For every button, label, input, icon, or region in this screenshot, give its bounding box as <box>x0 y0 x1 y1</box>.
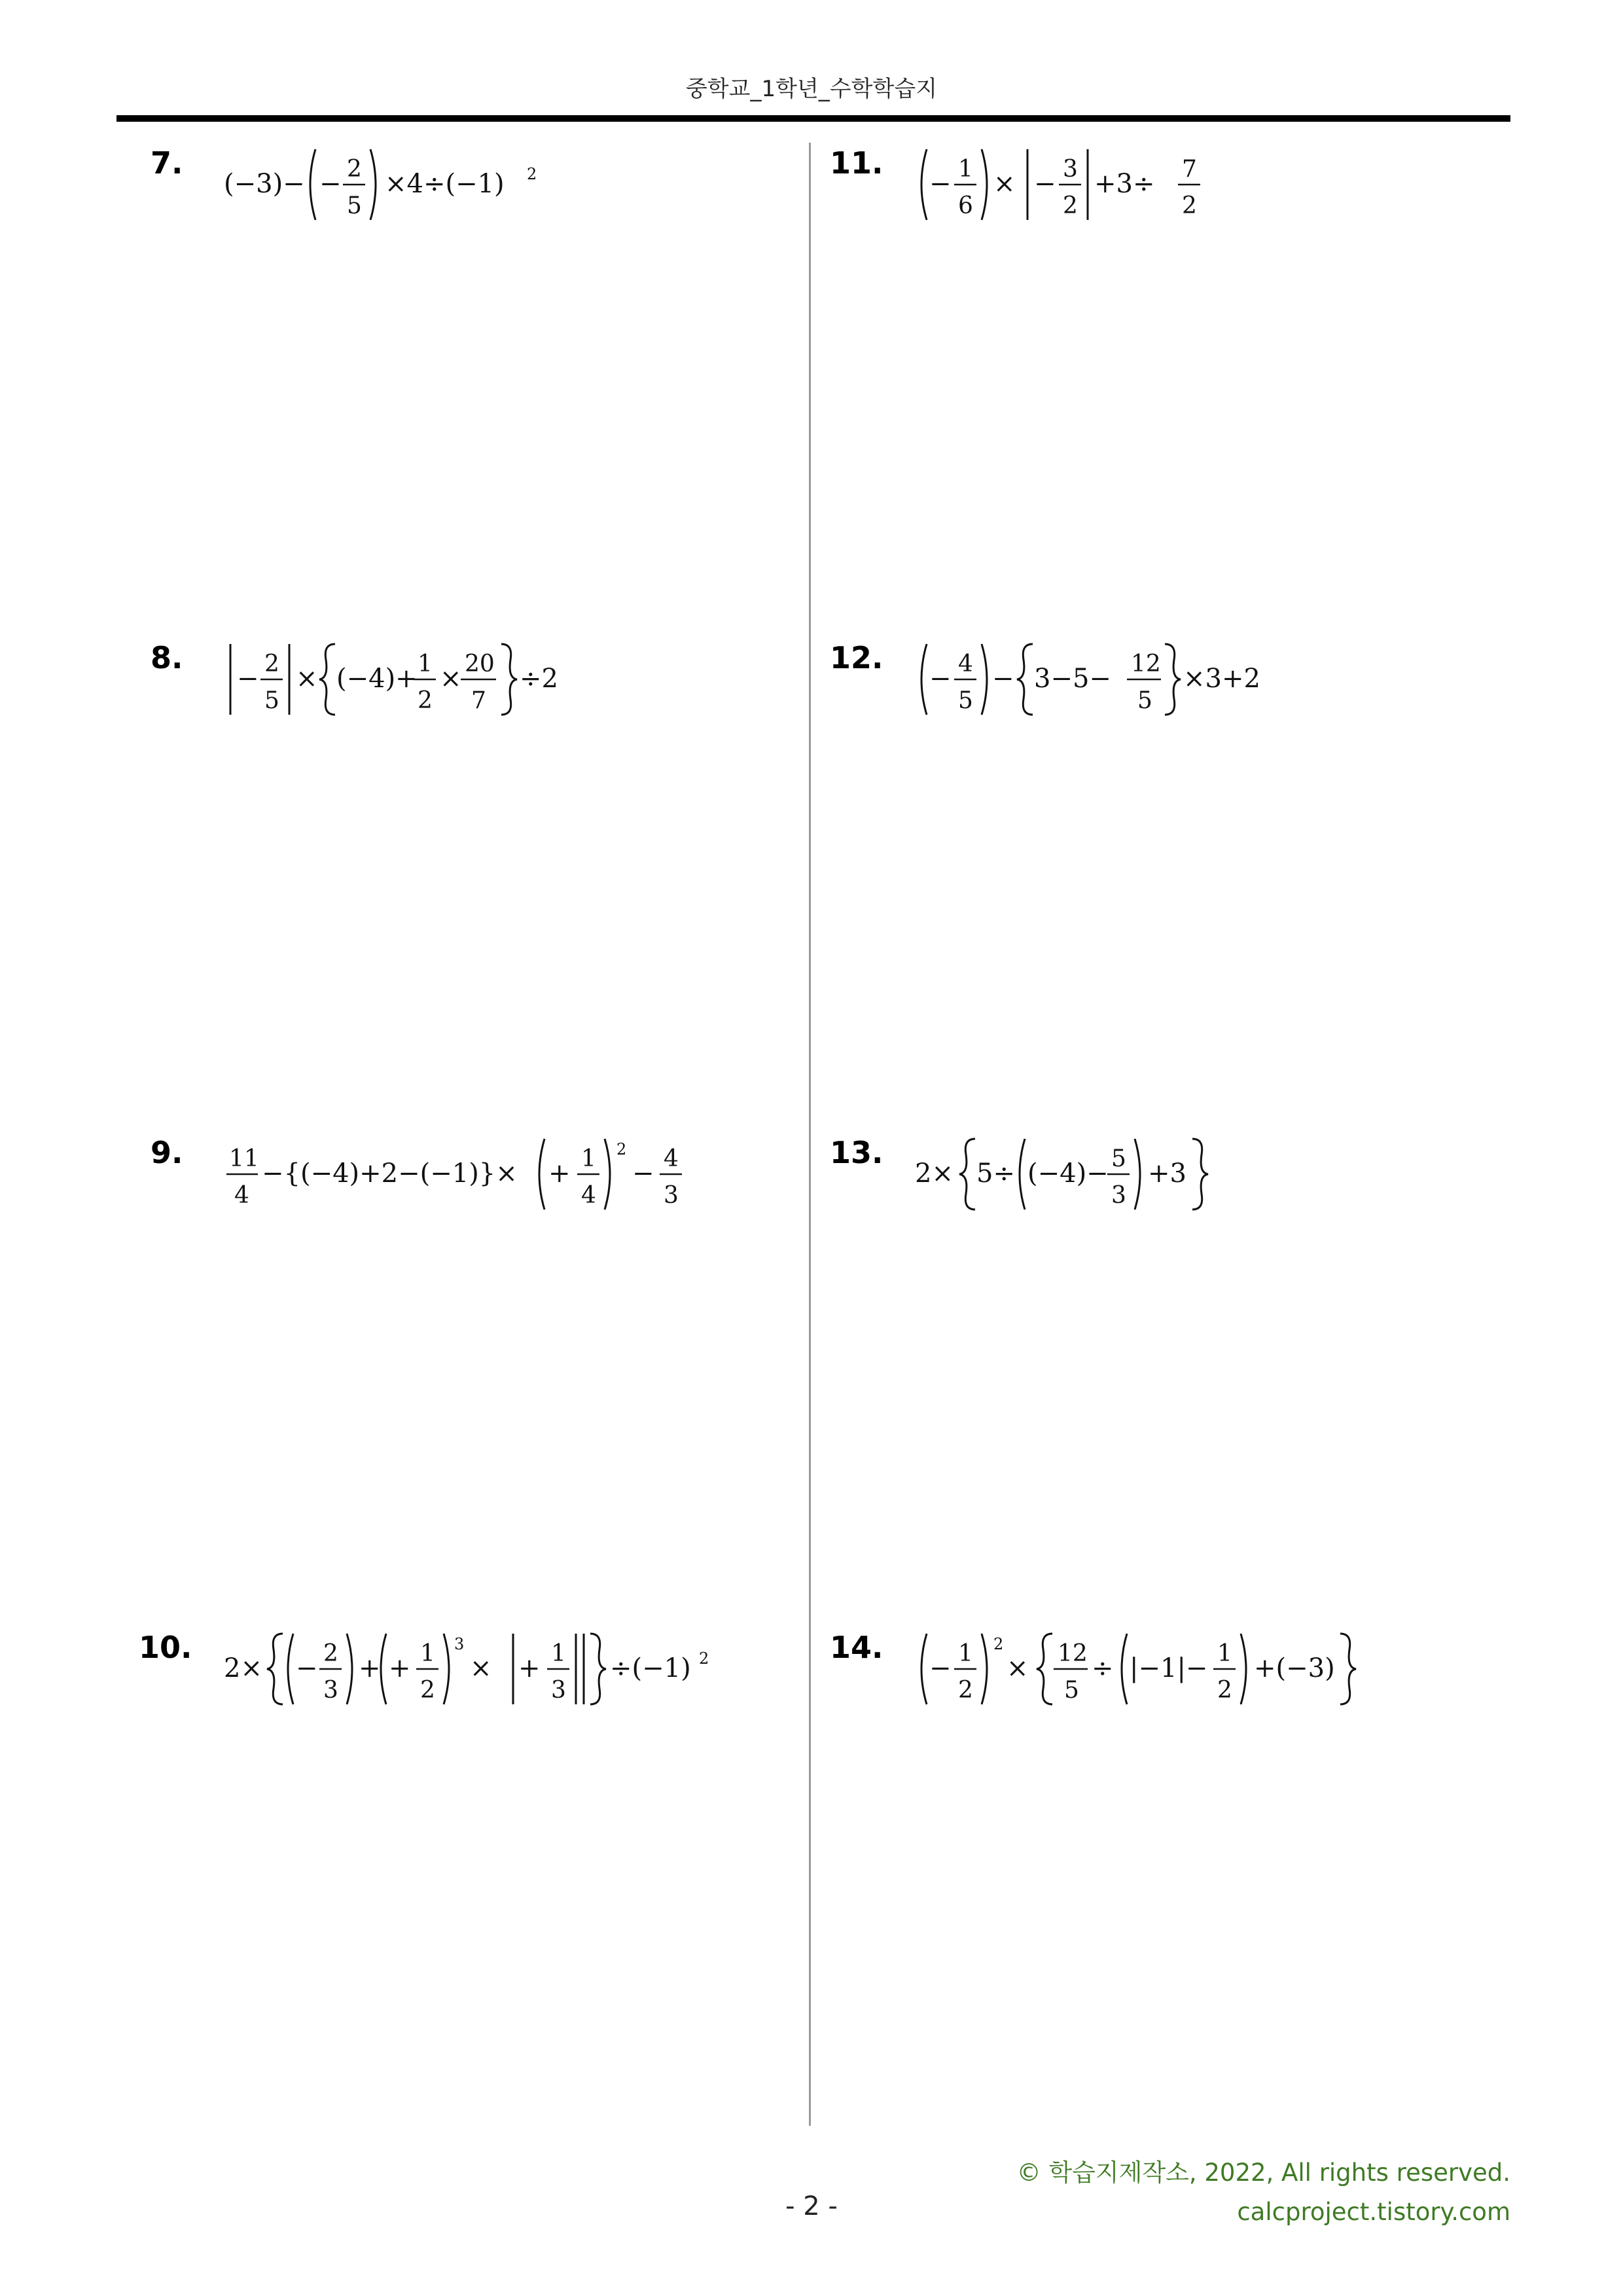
svg-text:12: 12 <box>1131 651 1161 677</box>
problem-number: 9. <box>151 1135 183 1170</box>
svg-text:+3÷: +3÷ <box>1094 169 1155 199</box>
svg-text:7: 7 <box>471 687 486 714</box>
svg-text:×: × <box>296 664 318 694</box>
svg-text:−: − <box>319 169 342 199</box>
svg-text:2: 2 <box>527 165 537 183</box>
svg-text:+: + <box>389 1653 411 1683</box>
problem-number: 14. <box>830 1630 883 1665</box>
math-expression <box>224 1630 721 1708</box>
svg-text:×4÷(−1): ×4÷(−1) <box>385 169 505 199</box>
svg-text:−: − <box>929 169 952 199</box>
svg-text:+: + <box>518 1653 541 1683</box>
svg-text:2: 2 <box>1217 1677 1232 1704</box>
svg-text:(−4)+: (−4)+ <box>336 664 418 694</box>
svg-text:(−3)−: (−3)− <box>224 169 305 199</box>
problem-number: 10. <box>139 1630 192 1665</box>
math-expression <box>224 1135 708 1213</box>
math-expression <box>915 1630 1412 1708</box>
svg-text:3: 3 <box>454 1635 465 1653</box>
svg-text:4: 4 <box>664 1145 679 1172</box>
svg-text:−: − <box>632 1158 654 1189</box>
svg-text:2: 2 <box>420 1677 435 1704</box>
svg-text:2: 2 <box>1182 192 1197 219</box>
svg-text:+(−3): +(−3) <box>1254 1653 1335 1683</box>
svg-text:3−5−: 3−5− <box>1034 664 1111 694</box>
copyright-text: © 학습지제작소, 2022, All rights reserved. <box>1016 2159 1510 2187</box>
svg-text:6: 6 <box>958 192 973 219</box>
svg-text:÷2: ÷2 <box>520 664 558 694</box>
svg-text:−: − <box>296 1653 318 1683</box>
svg-text:2×: 2× <box>224 1653 262 1683</box>
svg-text:−: − <box>929 1653 952 1683</box>
svg-text:(−4)−: (−4)− <box>1027 1158 1109 1189</box>
svg-text:1: 1 <box>958 156 973 183</box>
svg-text:2: 2 <box>1063 192 1078 219</box>
svg-text:−: − <box>929 664 952 694</box>
svg-text:5÷: 5÷ <box>976 1158 1015 1189</box>
svg-text:5: 5 <box>958 687 973 714</box>
svg-text:2: 2 <box>264 651 279 677</box>
math-expression <box>915 640 1308 719</box>
svg-text:5: 5 <box>347 192 362 219</box>
svg-text:11: 11 <box>229 1145 259 1172</box>
problem-number: 8. <box>151 640 183 675</box>
svg-text:4: 4 <box>958 651 973 677</box>
header-rule <box>116 115 1510 122</box>
svg-text:3: 3 <box>551 1677 566 1704</box>
svg-text:÷(−1): ÷(−1) <box>610 1653 691 1683</box>
svg-text:3: 3 <box>1111 1182 1126 1209</box>
svg-text:2: 2 <box>993 1635 1004 1653</box>
site-link[interactable]: calcproject.tistory.com <box>1237 2198 1510 2226</box>
svg-text:20: 20 <box>465 651 495 677</box>
svg-text:2×: 2× <box>915 1158 954 1189</box>
svg-text:−: − <box>992 664 1014 694</box>
svg-text:5: 5 <box>1137 687 1152 714</box>
math-expression <box>224 640 630 719</box>
svg-text:1: 1 <box>1217 1640 1232 1667</box>
svg-text:2: 2 <box>323 1640 338 1667</box>
math-expression <box>224 145 577 224</box>
svg-text:−: − <box>237 664 259 694</box>
svg-text:|−1|−: |−1|− <box>1130 1653 1208 1683</box>
svg-text:5: 5 <box>1064 1677 1079 1704</box>
svg-text:2: 2 <box>616 1140 627 1158</box>
svg-text:4: 4 <box>234 1182 249 1209</box>
svg-text:2: 2 <box>418 687 433 714</box>
column-divider <box>809 143 811 2126</box>
svg-text:÷: ÷ <box>1092 1653 1114 1683</box>
svg-text:−: − <box>1034 169 1056 199</box>
svg-text:2: 2 <box>347 156 362 183</box>
math-expression <box>915 1135 1255 1213</box>
svg-text:×: × <box>1007 1653 1029 1683</box>
svg-text:2: 2 <box>958 1677 973 1704</box>
svg-text:×3+2: ×3+2 <box>1183 664 1260 694</box>
svg-text:3: 3 <box>664 1182 679 1209</box>
page-number: - 2 - <box>785 2191 838 2221</box>
problem-number: 12. <box>830 640 883 675</box>
svg-text:3: 3 <box>323 1677 338 1704</box>
page-header-title: 중학교_1학년_수학학습지 <box>685 76 938 102</box>
svg-text:3: 3 <box>1063 156 1078 183</box>
svg-text:5: 5 <box>1111 1145 1126 1172</box>
svg-text:×: × <box>993 169 1016 199</box>
svg-text:+: + <box>359 1653 381 1683</box>
svg-text:1: 1 <box>581 1145 596 1172</box>
problem-number: 11. <box>830 145 883 181</box>
problem-number: 7. <box>151 145 183 181</box>
svg-text:4: 4 <box>581 1182 596 1209</box>
svg-text:×: × <box>440 664 462 694</box>
svg-text:1: 1 <box>420 1640 435 1667</box>
math-expression <box>915 145 1229 224</box>
svg-text:5: 5 <box>264 687 279 714</box>
problem-number: 13. <box>830 1135 883 1170</box>
svg-text:×: × <box>470 1653 492 1683</box>
svg-text:−{(−4)+2−(−1)}×: −{(−4)+2−(−1)}× <box>262 1158 518 1189</box>
svg-text:1: 1 <box>551 1640 566 1667</box>
svg-text:+: + <box>548 1158 571 1189</box>
svg-text:1: 1 <box>958 1640 973 1667</box>
svg-text:2: 2 <box>699 1649 709 1668</box>
svg-text:12: 12 <box>1058 1640 1088 1667</box>
svg-text:7: 7 <box>1182 156 1197 183</box>
svg-text:1: 1 <box>418 651 433 677</box>
svg-text:+3: +3 <box>1148 1158 1186 1189</box>
